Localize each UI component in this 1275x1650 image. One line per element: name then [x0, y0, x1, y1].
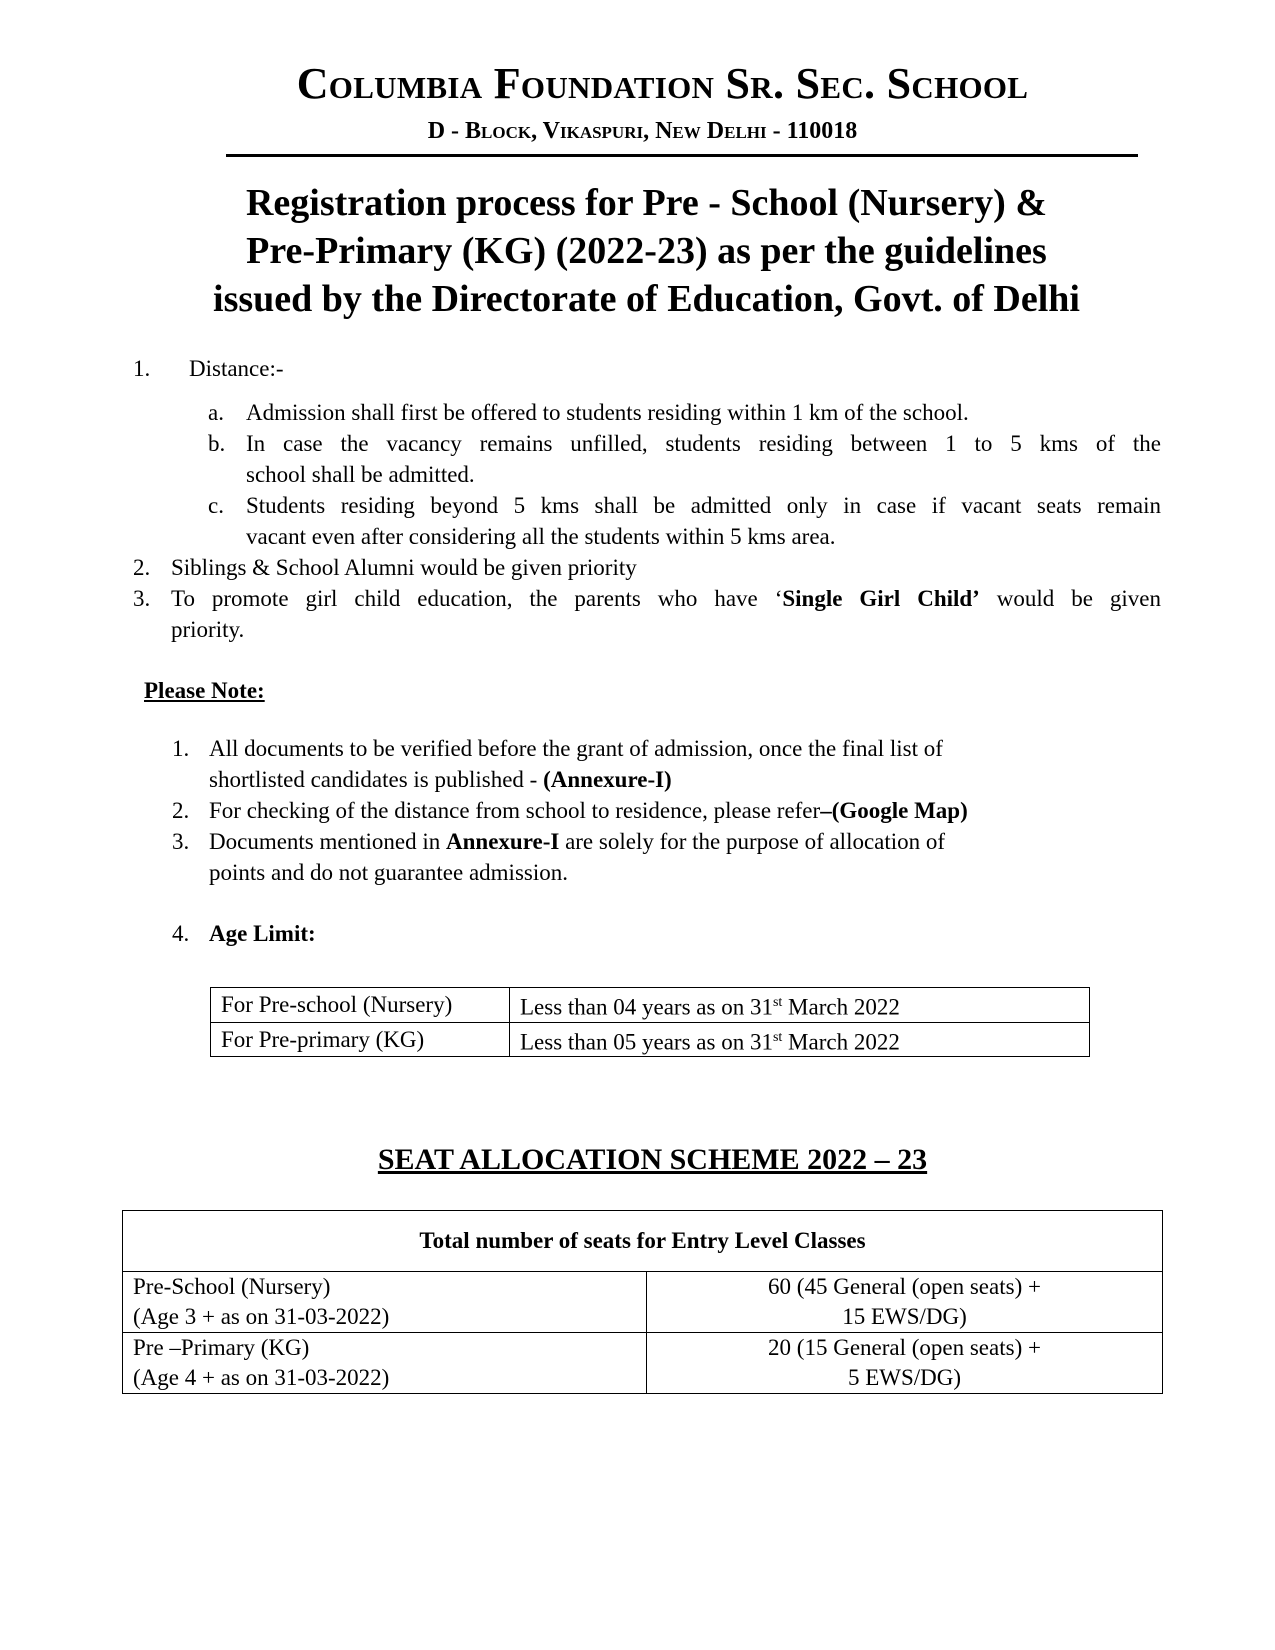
single-girl-child-emphasis: Single Girl Child’ — [782, 586, 980, 611]
table-row — [211, 988, 1090, 1023]
seat-count-cell: 20 (15 General (open seats) + 5 EWS/DG) — [647, 1333, 1163, 1394]
seat-class-cell: Pre –Primary (KG) (Age 4 + as on 31-03-2022) — [123, 1333, 647, 1394]
note-number-4: 4. — [172, 921, 190, 946]
note-number-3: 3. — [172, 829, 190, 854]
subitem-letter-a: a. — [208, 400, 224, 425]
table-row — [211, 1022, 1090, 1057]
subitem-text-c-line2: vacant even after considering all the students within 5 kms area. — [246, 524, 836, 549]
table-row — [123, 1333, 1163, 1394]
title-line-1: Registration process for Pre - School (Nursery) & — [245, 182, 1047, 224]
title-line-3: issued by the Directorate of Education, Govt. of Delhi — [213, 278, 1080, 320]
note-number-1: 1. — [172, 736, 190, 761]
note-text-3-line2: points and do not guarantee admission. — [209, 860, 568, 885]
subitem-text-b-line1: In case the vacancy remains unfilled, students residing between 1 to 5 kms of the — [246, 431, 1161, 456]
note-text-1-line2: shortlisted candidates is published - (Annexure-I) — [209, 767, 672, 792]
criteria-text-girl-child: To promote girl child education, the parents who have ‘Single Girl Child’ would be given — [171, 586, 1161, 611]
age-limit-table — [210, 987, 1090, 1057]
age-limit-heading: Age Limit: — [209, 921, 316, 946]
subitem-letter-c: c. — [208, 493, 224, 518]
note-text-3-line1: Documents mentioned in Annexure-I are solely for the purpose of allocation of — [209, 829, 946, 854]
criteria-number-1: 1. — [133, 356, 151, 381]
criteria-text-girl-child-line2: priority. — [171, 617, 245, 642]
google-map-reference: –(Google Map) — [820, 798, 968, 823]
age-limit-cell: Less than 04 years as on 31st March 2022 — [510, 988, 1090, 1023]
age-limit-cell: Less than 05 years as on 31st March 2022 — [510, 1022, 1090, 1057]
criteria-number-2: 2. — [133, 555, 151, 580]
age-class-cell: For Pre-primary (KG) — [211, 1022, 510, 1057]
annexure-reference: (Annexure-I) — [543, 767, 672, 792]
seat-allocation-table — [122, 1210, 1163, 1394]
note-heading: Please Note: — [144, 678, 265, 703]
subitem-letter-b: b. — [208, 431, 226, 456]
seat-table-heading: Total number of seats for Entry Level Classes — [123, 1211, 1163, 1272]
table-header-row — [123, 1211, 1163, 1272]
age-class-cell: For Pre-school (Nursery) — [211, 988, 510, 1023]
criteria-number-3: 3. — [133, 586, 151, 611]
title-line-2: Pre-Primary (KG) (2022-23) as per the guidelines — [246, 230, 1047, 272]
school-name: Columbia Foundation Sr. Sec. School — [296, 59, 1029, 108]
subitem-text-b-line2: school shall be admitted. — [246, 462, 475, 487]
note-text-1-line1: All documents to be verified before the grant of admission, once the final list of — [209, 736, 943, 761]
seat-class-cell: Pre-School (Nursery) (Age 3 + as on 31-03-2022) — [123, 1272, 647, 1333]
seat-count-cell: 60 (45 General (open seats) + 15 EWS/DG) — [647, 1272, 1163, 1333]
subitem-text-c-line1: Students residing beyond 5 kms shall be admitted only in case if vacant seats remain — [246, 493, 1161, 518]
criteria-label-distance: Distance:- — [189, 356, 284, 381]
table-row — [123, 1272, 1163, 1333]
criteria-text-siblings: Siblings & School Alumni would be given priority — [171, 555, 637, 580]
seat-allocation-title: SEAT ALLOCATION SCHEME 2022 – 23 — [377, 1143, 928, 1176]
subitem-text-a: Admission shall first be offered to students residing within 1 km of the school. — [246, 400, 969, 425]
school-address: D - Block, Vikaspuri, New Delhi - 110018 — [427, 118, 858, 144]
note-text-2: For checking of the distance from school to residence, please refer–(Google Map) — [209, 798, 968, 823]
note-number-2: 2. — [172, 798, 190, 823]
